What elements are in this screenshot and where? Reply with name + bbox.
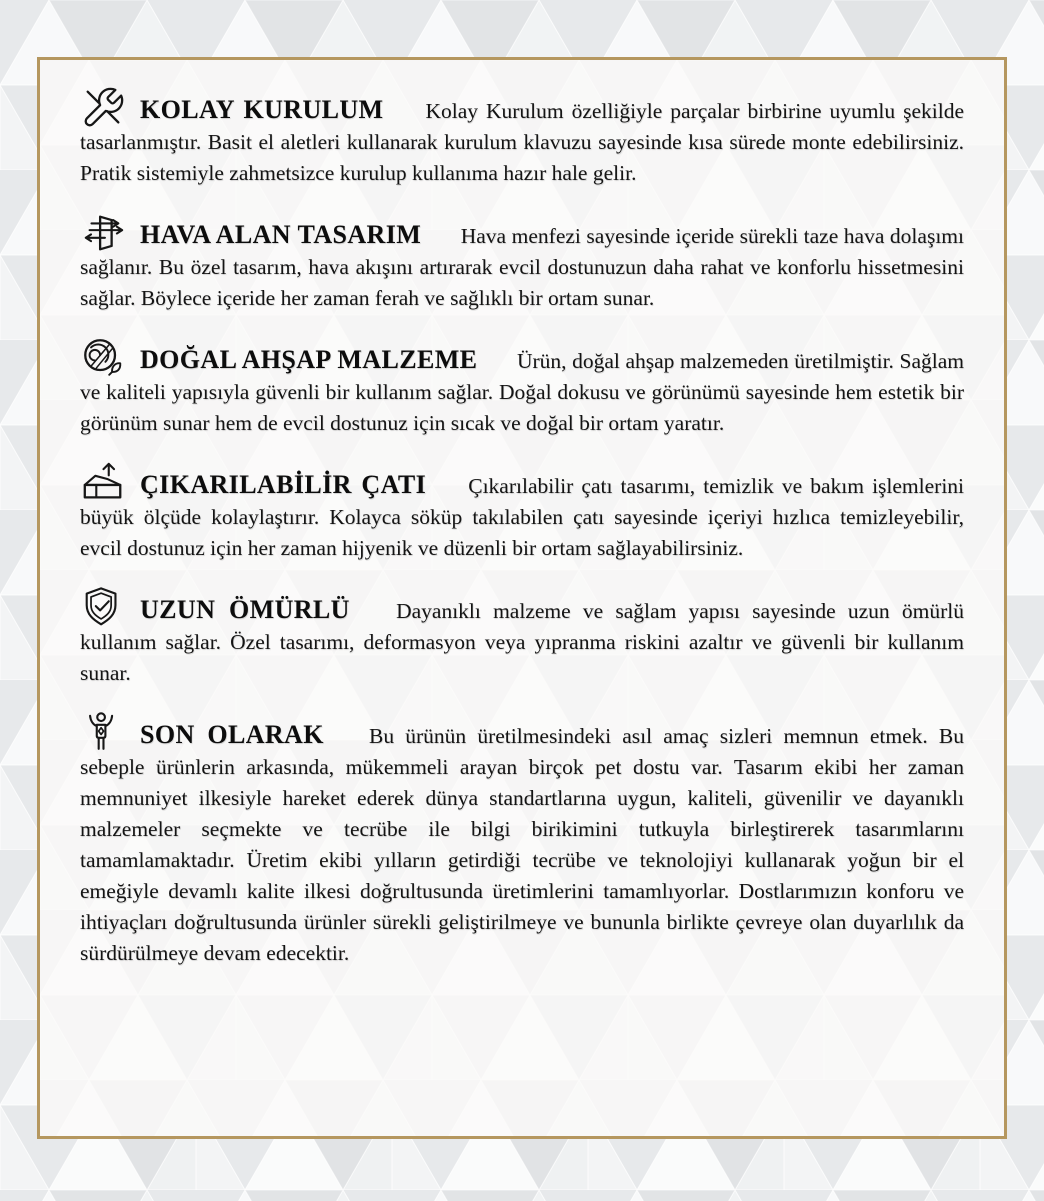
feature-body: Ürün, doğal ahşap malzemeden üretilmiştir. Sağlam ve kaliteli yapısıyla güvenli bir kullanım sağlar. Doğal dokusu ve görünümü sayesinde hem estetik bir görünüm sunar hem de evcil dostunuz için sıcak ve doğal bir ortam yaratır. bbox=[80, 349, 964, 435]
section-cikarilabilir-cati bbox=[80, 469, 964, 564]
feature-title: KOLAY KURULUM bbox=[140, 95, 384, 124]
removable-roof-icon bbox=[80, 460, 126, 506]
feature-title: ÇIKARILABİLİR ÇATI bbox=[140, 470, 427, 499]
section-son-olarak bbox=[80, 719, 964, 969]
content-frame bbox=[37, 57, 1007, 1139]
section-hava-alan-tasarim bbox=[80, 219, 964, 314]
feature-body: Dayanıklı malzeme ve sağlam yapısı sayesinde uzun ömürlü kullanım sağlar. Özel tasarımı, deformasyon veya yıpranma riskini azaltır ve güvenli bir kullanım sunar. bbox=[80, 599, 965, 685]
shield-check-icon bbox=[80, 585, 126, 631]
person-celebrate-icon bbox=[80, 710, 126, 756]
wood-grain-icon bbox=[80, 335, 126, 381]
feature-title: HAVA ALAN TASARIM bbox=[140, 220, 422, 249]
tools-icon bbox=[80, 85, 126, 131]
section-dogal-ahsap-malzeme bbox=[80, 344, 964, 439]
feature-title: DOĞAL AHŞAP MALZEME bbox=[140, 345, 478, 374]
feature-body: Kolay Kurulum özelliğiyle parçalar birbirine uyumlu şekilde tasarlanmıştır. Basit el aletleri kullanarak kurulum klavuzu sayesinde kısa sürede monte edebilirsiniz. Pratik sistemiyle zahmetsizce kurulup kullanıma hazır hale gelir. bbox=[80, 99, 965, 185]
feature-body: Hava menfezi sayesinde içeride sürekli taze hava dolaşımı sağlanır. Bu özel tasarım, hava akışını artırarak evcil dostunuzun daha rahat ve konforlu hissetmesini sağlar. Böylece içeride her zaman ferah ve sağlıklı bir ortam sunar. bbox=[80, 224, 964, 310]
section-kolay-kurulum bbox=[80, 94, 964, 189]
feature-title: UZUN ÖMÜRLÜ bbox=[140, 595, 350, 624]
feature-body: Bu ürünün üretilmesindeki asıl amaç sizleri memnun etmek. Bu sebeple ürünlerin arkasında, mükemmeli arayan birçok pet dostu var. Tasarım ekibi her zaman memnuniyet ilkesiyle hareket ederek dünya standartlarına uygun, kaliteli, güvenilir ve dayanıklı malzemeler seçmekte ve tecrübe ile bilgi birikimini tutkuyla birleştirerek tasarımlarını tamamlamaktadır. Üretim ekibi yılların getirdiği tecrübe ve teknolojiyi kullanarak yoğun bir el emeğiyle devamlı kalite ilkesi doğrultusunda üretimlerini tamamlıyorlar. Dostlarımızın konforu ve ihtiyaçları doğrultusunda ürünler sürekli geliştirilmeye ve bununla birlikte çevreye olan duyarlılık da sürdürülmeye devam edecektir. bbox=[80, 724, 964, 965]
feature-title: SON OLARAK bbox=[140, 720, 324, 749]
section-uzun-omurlu bbox=[80, 594, 964, 689]
air-vent-icon bbox=[80, 210, 126, 256]
feature-body: Çıkarılabilir çatı tasarımı, temizlik ve bakım işlemlerini büyük ölçüde kolaylaştırır. Kolayca söküp takılabilen çatı sayesinde içeriyi hızlıca temizleyebilir, evcil dostunuz için her zaman hijyenik ve düzenli bir ortam sağlayabilirsiniz. bbox=[80, 474, 965, 560]
feature-list bbox=[40, 60, 1004, 969]
